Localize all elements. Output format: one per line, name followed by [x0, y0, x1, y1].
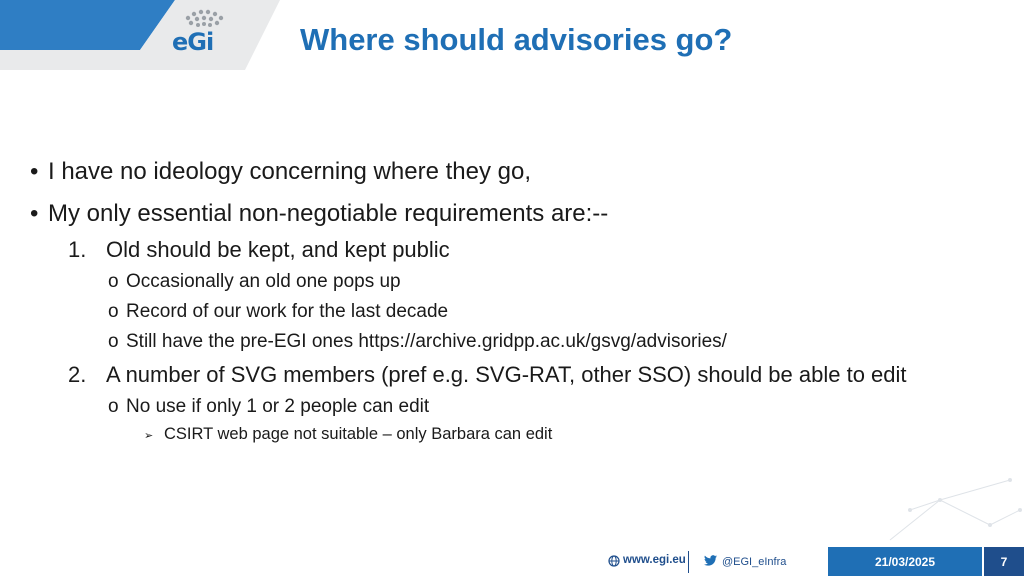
sub-sub-item-1: ➢ CSIRT web page not suitable – only Barbara can edit — [144, 425, 553, 443]
footer-divider — [688, 551, 689, 573]
decorative-network — [880, 470, 1024, 546]
twitter-handle[interactable]: @EGI_eInfra — [722, 556, 787, 568]
numbered-item-1: 1. Old should be kept, and kept public — [68, 237, 450, 262]
bullet-2: • My only essential non-negotiable requirements are:-- — [30, 200, 609, 227]
sub-item-1: o Occasionally an old one pops up — [108, 271, 401, 292]
sub-item-2: o Record of our work for the last decade — [108, 301, 449, 322]
website-link[interactable]: www.egi.eu — [623, 554, 686, 566]
sub-item-3: o Still have the pre-EGI ones https://archive.gridpp.ac.uk/gsvg/advisories/ — [108, 331, 727, 352]
sub-item-4: o No use if only 1 or 2 people can edit — [108, 396, 430, 417]
page-title: Where should advisories go? — [300, 22, 733, 57]
numbered-item-2: 2. A number of SVG members (pref e.g. SVG-RAT, other SSO) should be able to edit — [68, 362, 907, 387]
logo-text: eGi — [172, 28, 214, 56]
page-number: 7 — [984, 547, 1024, 576]
globe-icon — [608, 555, 620, 567]
twitter-icon — [704, 555, 717, 566]
bullet-1: • I have no ideology concerning where they go, — [30, 158, 531, 185]
date-badge: 21/03/2025 — [828, 547, 982, 576]
